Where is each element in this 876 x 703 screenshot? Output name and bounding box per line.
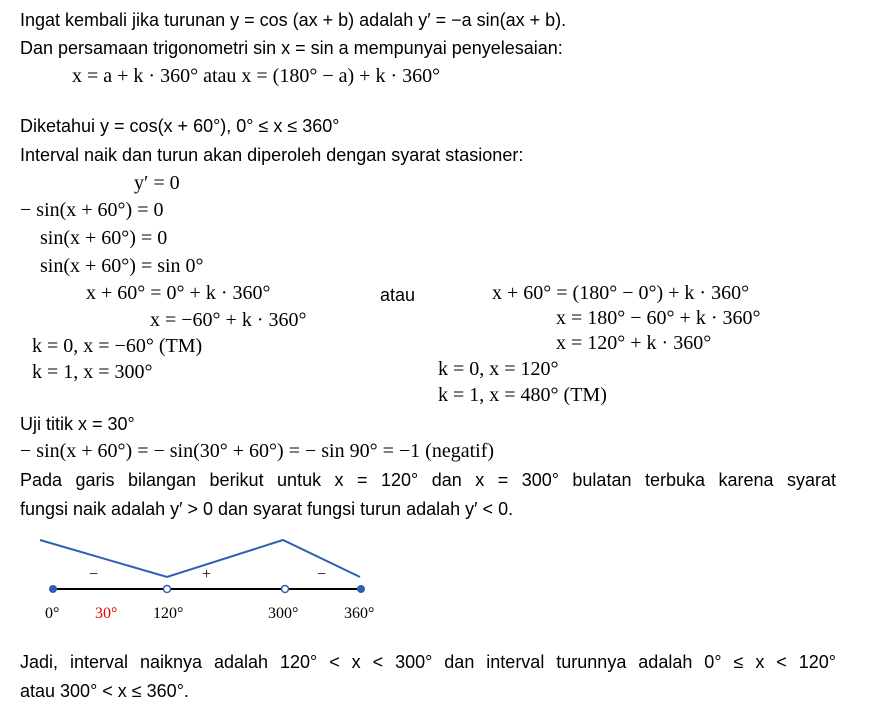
- left-case-k1: k = 1, x = 300°: [32, 361, 153, 383]
- step-derivative-zero: y′ = 0: [134, 172, 180, 194]
- right-case-line-2: x = 180° − 60° + k · 360°: [556, 307, 761, 329]
- step-sin-zero: sin(x + 60°) = 0: [40, 227, 168, 249]
- step-neg-sin: − sin(x + 60°) = 0: [20, 199, 164, 221]
- stationary-intro: Interval naik dan turun akan diperoleh dengan syarat stasioner:: [20, 145, 524, 165]
- left-case-k0: k = 0, x = −60° (TM): [32, 335, 203, 357]
- tick-120: 120°: [153, 605, 184, 622]
- intro-line-2: Dan persamaan trigonometri sin x = sin a mempunyai penyelesaian:: [20, 38, 563, 58]
- sign-minus-right: −: [317, 566, 327, 583]
- right-case-k1: k = 1, x = 480° (TM): [438, 384, 607, 406]
- conclusion-line-2: atau 300° < x ≤ 360°.: [20, 681, 189, 701]
- conclusion-line-1: Jadi, interval naiknya adalah 120° < x < 300° dan interval turunnya adalah 0° ≤ x < 120°: [20, 652, 836, 672]
- tick-30-test: 30°: [95, 605, 118, 622]
- intro-formula: x = a + k · 360° atau x = (180° − a) + k · 360°: [72, 65, 441, 87]
- left-case-line-2: x = −60° + k · 360°: [150, 309, 307, 331]
- point-360: [358, 586, 365, 593]
- point-120-open: [164, 586, 171, 593]
- left-case-line-1: x + 60° = 0° + k · 360°: [86, 282, 271, 304]
- explanation-line-2: fungsi naik adalah y′ > 0 dan syarat fungsi turun adalah y′ < 0.: [20, 499, 514, 519]
- given-line: Diketahui y = cos(x + 60°), 0° ≤ x ≤ 360°: [20, 116, 340, 136]
- explanation-line-1: Pada garis bilangan berikut untuk x = 120° dan x = 300° bulatan terbuka karena syarat: [20, 470, 836, 490]
- right-case-k0: k = 0, x = 120°: [438, 358, 559, 380]
- point-0: [50, 586, 57, 593]
- sign-curve: [40, 540, 360, 577]
- intro-line-1: Ingat kembali jika turunan y = cos (ax + b) adalah y′ = −a sin(ax + b).: [20, 10, 567, 30]
- sign-minus-left: −: [89, 566, 99, 583]
- sign-plus-middle: +: [202, 566, 212, 583]
- tick-360: 360°: [344, 605, 375, 622]
- test-point-calc: − sin(x + 60°) = − sin(30° + 60°) = − sin 90° = −1 (negatif): [20, 440, 495, 462]
- right-case-line-3: x = 120° + k · 360°: [556, 332, 712, 354]
- step-sin-equal: sin(x + 60°) = sin 0°: [40, 255, 204, 277]
- tick-0: 0°: [45, 605, 60, 622]
- test-point-line: Uji titik x = 30°: [20, 414, 135, 434]
- tick-300: 300°: [268, 605, 299, 622]
- right-case-line-1: x + 60° = (180° − 0°) + k · 360°: [492, 282, 750, 304]
- point-300-open: [282, 586, 289, 593]
- connector-atau: atau: [380, 285, 416, 305]
